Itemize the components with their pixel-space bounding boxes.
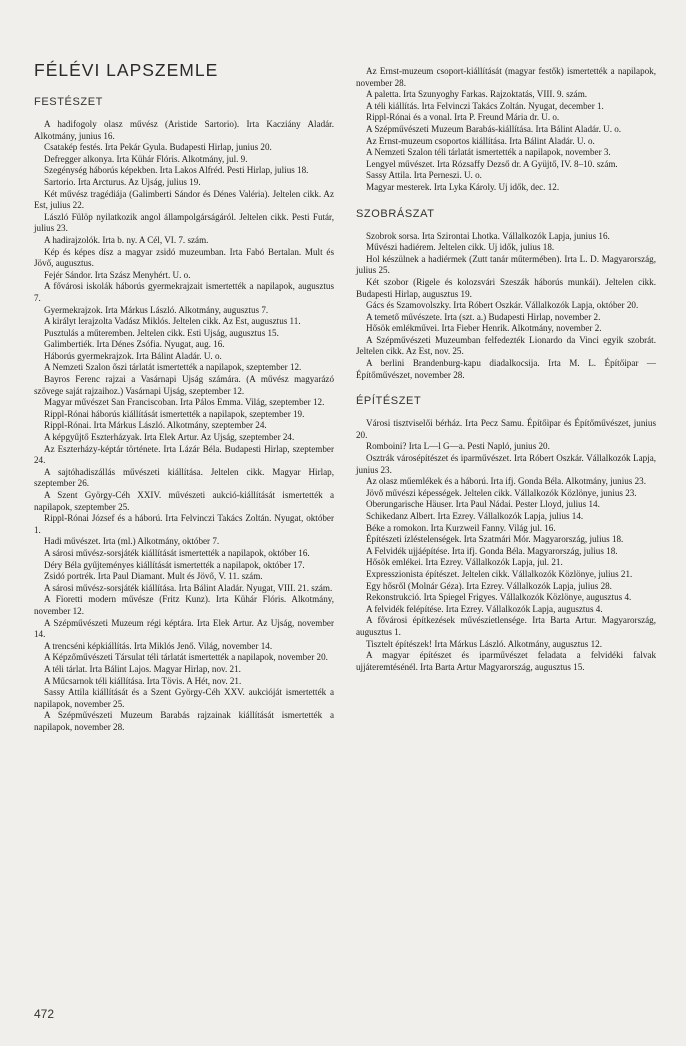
bibliography-entry: Gyermekrajzok. Irta Márkus László. Alkotmány, augusztus 7. (44, 304, 269, 315)
page-title: FÉLÉVI LAPSZEMLE (34, 60, 219, 80)
bibliography-entry: A hadirajzolók. Irta b. ny. A Cél, VI. 7. szám. (44, 234, 209, 245)
bibliography-entry: A sárosi művész-sorsjáték kiállítása. Irta Bálint Aladár. Nyugat, VIII. 21. szám. (44, 582, 333, 593)
bibliography-entry: A téli kiállítás. Irta Felvinczi Takács Zoltán. Nyugat, december 1. (366, 100, 604, 111)
bibliography-entry: A magyar építészet és iparművészet feladata a felvidéki falvak ujjáteremtésénél. Irta Barta Artur Magyarország, augusztus 15. (356, 650, 656, 672)
bibliography-entry: Művészi hadiérem. Jeltelen cikk. Uj idők, julius 18. (366, 242, 555, 253)
bibliography-entry: A Szépművészeti Muzeumban felfedezték Lionardo da Vinci egyik szobrát. Jeltelen cikk. Az Est, nov. 25. (356, 334, 656, 357)
bibliography-entry: A Fioretti modern művésze (Fritz Kunz). Irta Kühár Flóris. Alkotmány, november 12. (34, 594, 334, 616)
bibliography-entry: A sajtóhadiszállás művészeti kiállítása. Jeltelen cikk. Magyar Hirlap, szeptember 26. (34, 466, 334, 489)
bibliography-entry: A fővárosi iskolák háborús gyermekrajzait ismertették a napilapok, augusztus 7. (34, 281, 334, 303)
bibliography-entry: Hadi művészet. Irta (ml.) Alkotmány, október 7. (44, 536, 220, 547)
bibliography-entry: A hadifogoly olasz művész (Aristide Sartorio). Irta Kacziány Aladár. Alkotmány, junius 16. (34, 119, 334, 141)
bibliography-entry: A Szépművészeti Muzeum régi képtára. Irta Elek Artur. Az Ujság, november 14. (34, 617, 334, 640)
bibliography-entry: A felvidék felépítése. Irta Ezrey. Vállalkozók Lapja, augusztus 4. (366, 603, 603, 614)
bibliography-entry: Rippl-Rónai háborús kiállítását ismertették a napilapok, szeptember 19. (44, 408, 305, 419)
section-heading-sculpture: SZOBRÁSZAT (356, 207, 435, 220)
bibliography-entry: Csatakép festés. Irta Pekár Gyula. Budapesti Hirlap, junius 20. (44, 142, 272, 153)
bibliography-entry: Az Ernst-muzeum csoport-kiállítását (magyar festők) ismertették a napilapok, november 28. (356, 66, 656, 88)
painting-entries-continued (356, 66, 656, 194)
bibliography-entry: Az Ernst-muzeum csoportos kiállítása. Irta Bálint Aladár. U. o. (366, 135, 595, 146)
bibliography-entry: Zsidó portrék. Irta Paul Diamant. Mult és Jövő, V. 11. szám. (44, 571, 263, 582)
sculpture-entries (356, 231, 656, 382)
bibliography-entry: Bayros Ferenc rajzai a Vasárnapi Ujság számára. (A művész magyarázó szövege saját rajzaihoz.) Vasárnapi Ujság, szeptember 12. (34, 374, 334, 396)
bibliography-entry: A Nemzeti Szalon téli tárlatát ismertették a napilapok, november 3. (366, 147, 611, 158)
bibliography-entry: Háborús gyermekrajzok. Irta Bálint Aladár. U. o. (44, 350, 222, 361)
bibliography-entry: Romboini? Irta L—l G—a. Pesti Napló, junius 20. (366, 441, 550, 452)
bibliography-entry: Pusztulás a műteremben. Jeltelen cikk. Esti Ujság, augusztus 15. (44, 327, 279, 338)
bibliography-entry: Gács és Szamovolszky. Irta Róbert Oszkár. Vállalkozók Lapja, október 20. (366, 300, 639, 311)
bibliography-entry: Kép és képes dísz a magyar zsidó muzeumban. Irta Fabó Bertalan. Mult és Jövő, augusztus. (34, 246, 334, 269)
bibliography-entry: Szobrok sorsa. Irta Szirontai Lhotka. Vállalkozók Lapja, junius 16. (366, 230, 610, 241)
bibliography-entry: A Szépművészeti Muzeum Barabás-kiállítása. Irta Bálint Aladár. U. o. (366, 123, 622, 134)
bibliography-entry: A berlini Brandenburg-kapu diadalkocsija. Irta M. L. Építőipar — Építőművészet, november 28. (356, 358, 656, 380)
bibliography-entry: Defregger alkonya. Irta Kühár Flóris. Alkotmány, jul. 9. (44, 153, 248, 164)
section-heading-painting: FESTÉSZET (34, 96, 103, 108)
bibliography-entry: Építészeti ízléstelenségek. Irta Szatmári Mór. Magyarország, julius 18. (366, 534, 624, 545)
bibliography-entry: A sárosi művész-sorsjáték kiállítását ismertették a napilapok, október 16. (44, 547, 310, 558)
bibliography-entry: Oberungarische Häuser. Irta Paul Nádai. Pester Lloyd, julius 14. (366, 499, 600, 510)
bibliography-entry: Két szobor (Rigele és kolozsvári Szeszák háborús munkái). Jeltelen cikk. Budapesti Hirlap, augusztus 19. (356, 276, 656, 299)
section-heading-architecture: ÉPÍTÉSZET (356, 395, 422, 408)
bibliography-entry: A trencséni képkiállítás. Irta Miklós Jenő. Világ, november 14. (44, 640, 273, 651)
bibliography-entry: Galimbertiék. Irta Dénes Zsófia. Nyugat, aug. 16. (44, 339, 225, 350)
bibliography-entry: A Szent György-Céh XXIV. művészeti aukció-kiállítását ismertették a napilapok, szeptember 25. (34, 490, 334, 512)
bibliography-entry: Városi tisztviselői bérház. Irta Pecz Samu. Építőipar és Építőművészet, junius 20. (356, 418, 656, 440)
bibliography-entry: Az olasz műemlékek és a háború. Irta ifj. Gonda Béla. Alkotmány, junius 23. (366, 476, 646, 487)
bibliography-entry: A képgyűjtő Eszterházyak. Irta Elek Artur. Az Ujság, szeptember 24. (44, 432, 295, 443)
bibliography-entry: Lengyel művészet. Irta Rózsaffy Dezső dr. A Gyüjtő, IV. 8–10. szám. (366, 158, 618, 169)
bibliography-entry: A Nemzeti Szalon őszi tárlatát ismertették a napilapok, szeptember 12. (44, 362, 302, 373)
bibliography-entry: Jövő művészi képességek. Jeltelen cikk. Vállalkozók Közlönye, junius 23. (366, 487, 637, 498)
bibliography-entry: László Fülöp nyilatkozik angol állampolgárságáról. Jeltelen cikk. Pesti Futár, julius 23. (34, 211, 334, 234)
bibliography-entry: Expresszionista építészet. Jeltelen cikk. Vállalkozók Közlönye, julius 21. (366, 568, 633, 579)
bibliography-entry: A Műcsarnok téli kiállítása. Irta Tövis. A Hét, nov. 21. (44, 675, 242, 686)
painting-entries (34, 119, 334, 733)
bibliography-entry: A téli tárlat. Irta Bálint Lajos. Magyar Hirlap, nov. 21. (44, 663, 241, 674)
architecture-entries (356, 418, 656, 673)
bibliography-entry: A fővárosi építkezések művészietlensége. Irta Barta Artur. Magyarország, augusztus 1. (356, 615, 656, 637)
bibliography-entry: A Képzőművészeti Társulat téli tárlatát ismertették a napilapok, november 20. (44, 652, 328, 663)
bibliography-entry: Egy hősről (Molnár Géza). Irta Ezrey. Vállalkozók Lapja, julius 28. (366, 580, 612, 591)
bibliography-entry: Hősök emlékművei. Irta Fieber Henrik. Alkotmány, november 2. (366, 323, 602, 334)
bibliography-entry: Béke a romokon. Irta Kurzweil Fanny. Világ jul. 16. (366, 522, 556, 533)
left-column (34, 96, 334, 733)
bibliography-entry: Magyar művészet San Franciscoban. Irta Pálos Emma. Világ, szeptember 12. (44, 397, 325, 408)
bibliography-entry: Tisztelt építészek! Irta Márkus László. Alkotmány, augusztus 12. (366, 638, 602, 649)
bibliography-entry: Rippl-Rónai. Irta Márkus László. Alkotmány, szeptember 24. (44, 420, 267, 431)
bibliography-entry: Szegénység háborús képekben. Irta Lakos Alfréd. Pesti Hirlap, julius 18. (44, 165, 309, 176)
bibliography-entry: Hol készülnek a hadiérmek (Zutt tanár műtermében). Irta L. D. Magyarország, julius 25. (356, 253, 656, 276)
bibliography-entry: A Szépművészeti Muzeum Barabás rajzainak kiállítását ismertették a napilapok, november 28. (34, 710, 334, 732)
bibliography-entry: Sartorio. Irta Arcturus. Az Ujság, julius 19. (44, 176, 201, 187)
bibliography-entry: A temető művészete. Irta (szt. a.) Budapesti Hirlap, november 2. (366, 311, 601, 322)
bibliography-entry: A Felvidék ujjáépítése. Irta ifj. Gonda Béla. Magyarország, julius 18. (366, 545, 618, 556)
bibliography-entry: Rekonstrukció. Irta Spiegel Frigyes. Vállalkozók Közlönye, augusztus 4. (366, 592, 632, 603)
bibliography-entry: Sassy Attila kiállítását és a Szent György-Céh XXV. aukcióját ismertették a napilapok, november 25. (34, 687, 334, 709)
bibliography-entry: Fejér Sándor. Irta Szász Menyhért. U. o. (44, 269, 191, 280)
bibliography-entry: Hősök emlékei. Irta Ezrey. Vállalkozók Lapja, jul. 21. (366, 557, 563, 568)
right-column (356, 66, 656, 673)
bibliography-entry: Rippl-Rónai József és a háború. Irta Felvinczi Takács Zoltán. Nyugat, október 1. (34, 513, 334, 535)
bibliography-entry: Az Eszterházy-képtár története. Irta Lázár Béla. Budapesti Hirlap, szeptember 24. (34, 443, 334, 466)
bibliography-entry: Magyar mesterek. Irta Lyka Károly. Uj idők, dec. 12. (366, 181, 560, 192)
bibliography-entry: A királyt lerajzolta Vadász Miklós. Jeltelen cikk. Az Est, augusztus 11. (44, 316, 301, 327)
bibliography-entry: Rippl-Rónai és a vonal. Irta P. Freund Mária dr. U. o. (366, 112, 560, 123)
bibliography-entry: Schikedanz Albert. Irta Ezrey. Vállalkozók Lapja, julius 14. (366, 511, 584, 521)
page-number: 472 (34, 1007, 55, 1021)
bibliography-entry: Két művész tragédiája (Galimberti Sándor és Dénes Valéria). Jeltelen cikk. Az Est, julius 22. (34, 188, 334, 211)
bibliography-entry: Déry Béla gyűjteményes kiállítását ismertették a napilapok, október 17. (44, 559, 305, 570)
bibliography-entry: A paletta. Irta Szunyoghy Farkas. Rajzoktatás, VIII. 9. szám. (366, 89, 588, 100)
bibliography-entry: Sassy Attila. Irta Perneszi. U. o. (366, 170, 482, 181)
bibliography-entry: Osztrák városépítészet és iparművészet. Irta Róbert Oszkár. Vállalkozók Lapja, junius 23. (356, 453, 656, 475)
